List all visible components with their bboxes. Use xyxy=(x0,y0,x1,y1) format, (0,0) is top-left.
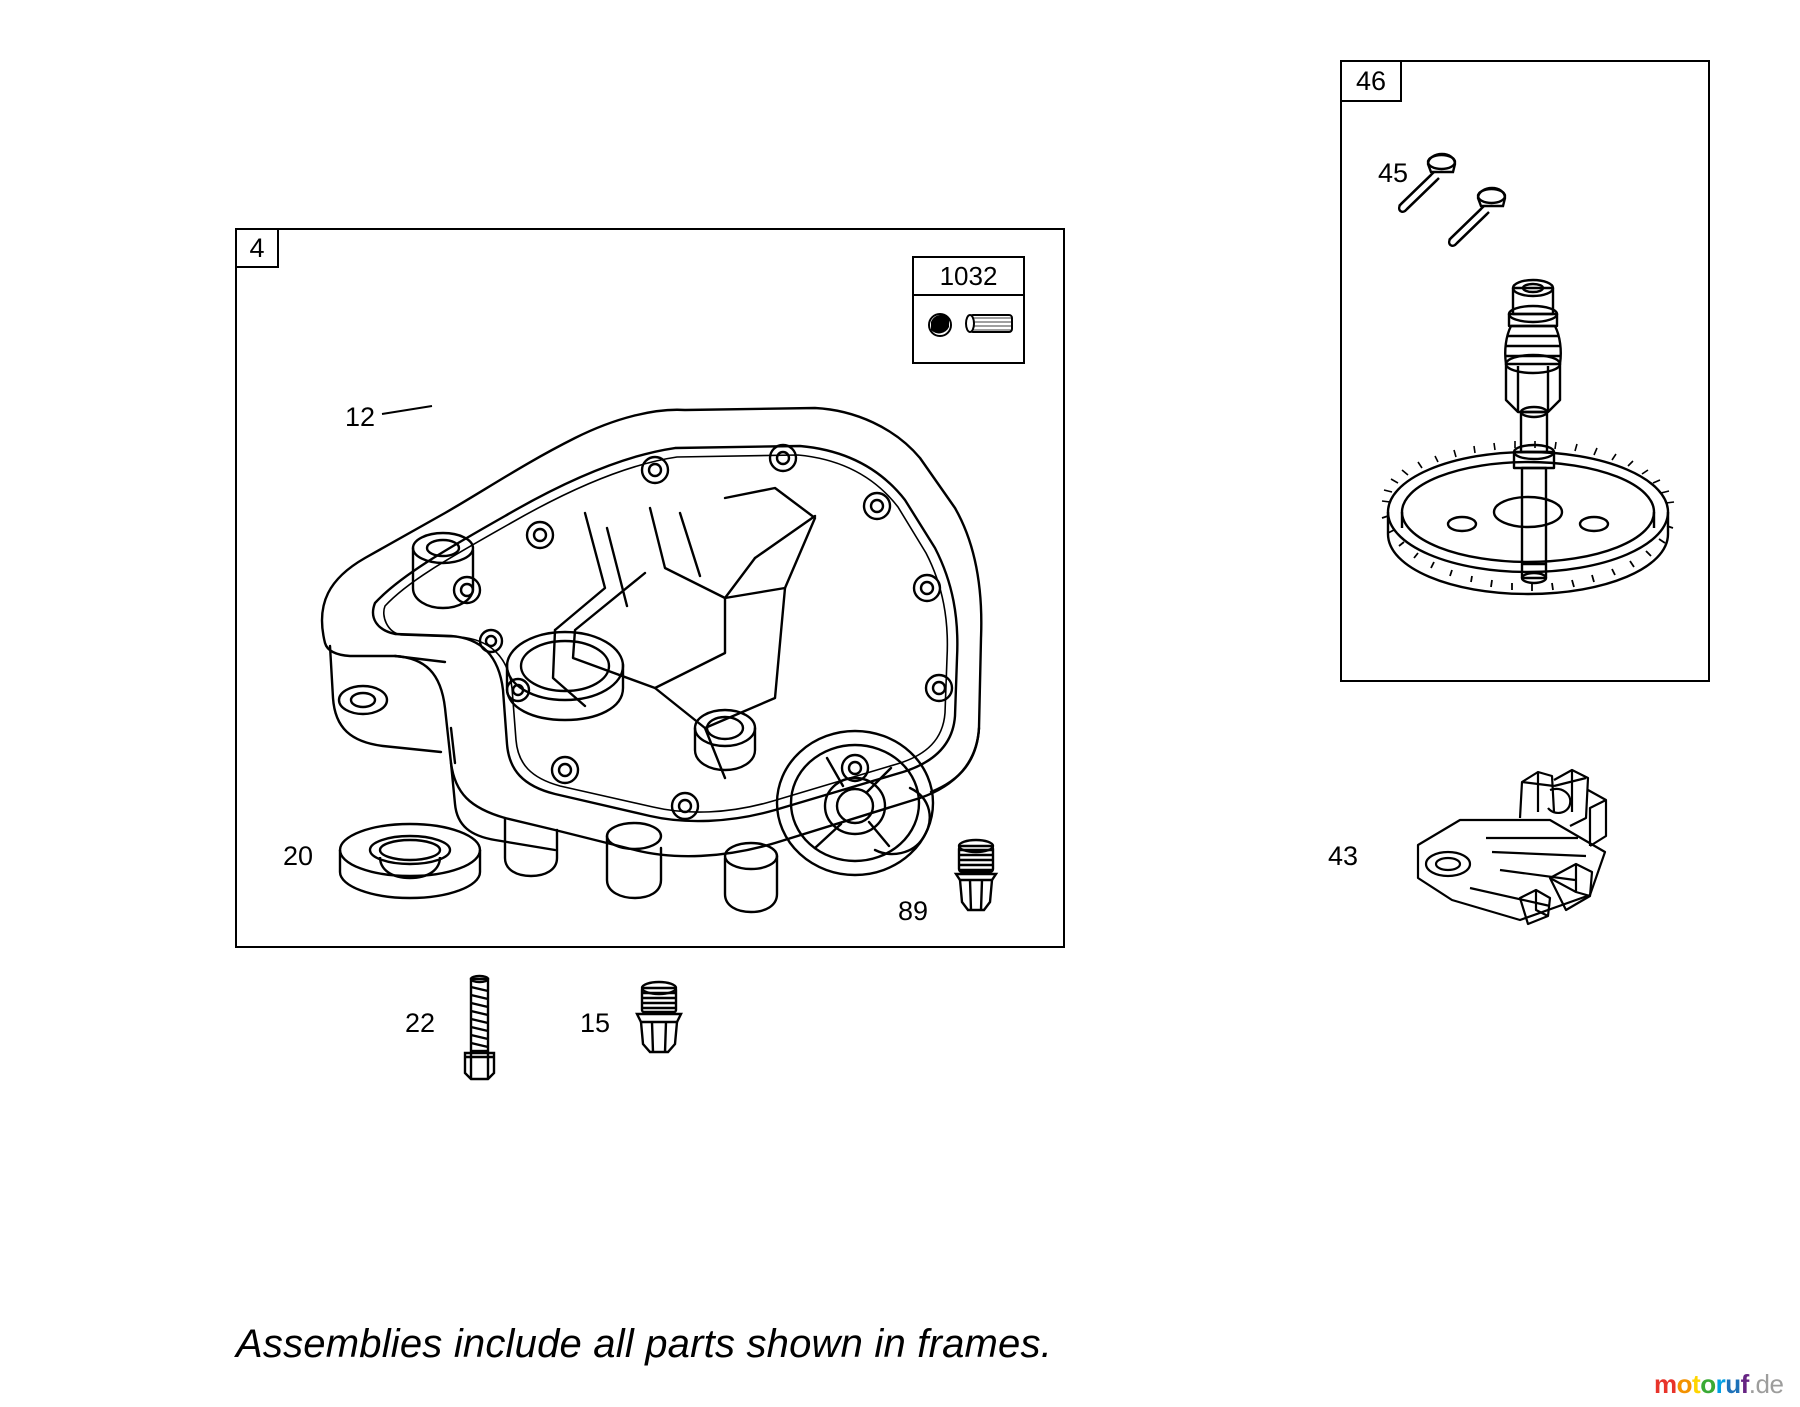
callout-43 xyxy=(1328,843,1358,870)
callout-89-label: 89 xyxy=(898,896,929,926)
camshaft-gear-art xyxy=(1378,280,1688,650)
callout-15-label: 15 xyxy=(580,1008,611,1038)
callout-89 xyxy=(898,898,928,925)
callout-12-leader xyxy=(380,400,440,430)
callout-15 xyxy=(580,1010,610,1037)
callout-22-label: 22 xyxy=(405,1008,436,1038)
oil-seal-art xyxy=(330,820,490,910)
callout-12-label: 12 xyxy=(345,402,376,432)
watermark xyxy=(1654,1369,1783,1400)
page-caption xyxy=(236,1322,1052,1367)
main-assembly-frame-tag-label: 4 xyxy=(249,232,265,263)
camshaft-frame-tag-label: 46 xyxy=(1355,65,1387,96)
watermark-letter-u: u xyxy=(1725,1369,1741,1399)
watermark-letter-f: f xyxy=(1740,1369,1749,1399)
callout-20-label: 20 xyxy=(283,841,314,871)
watermark-suffix: .de xyxy=(1748,1369,1784,1399)
governor-bracket-art xyxy=(1400,760,1650,960)
page-caption-text: Assemblies include all parts shown in frames. xyxy=(236,1322,1053,1366)
callout-45 xyxy=(1378,160,1408,187)
callout-45-label: 45 xyxy=(1378,158,1409,188)
callout-20 xyxy=(283,843,313,870)
watermark-letter-o1: o xyxy=(1676,1369,1693,1399)
callout-12 xyxy=(345,404,375,431)
hex-plug-art xyxy=(630,982,690,1062)
flange-bolt-art xyxy=(455,975,505,1085)
watermark-letter-r: r xyxy=(1715,1369,1726,1399)
drain-plug-art xyxy=(948,840,1008,920)
callout-43-label: 43 xyxy=(1328,841,1359,871)
watermark-letter-o2: o xyxy=(1700,1369,1716,1399)
parts-kit-frame-tag-label: 1032 xyxy=(939,261,998,291)
watermark-letter-t: t xyxy=(1692,1369,1701,1399)
callout-22 xyxy=(405,1010,435,1037)
camshaft-frame-tag xyxy=(1340,60,1402,102)
watermark-letter-m: m xyxy=(1654,1369,1677,1399)
